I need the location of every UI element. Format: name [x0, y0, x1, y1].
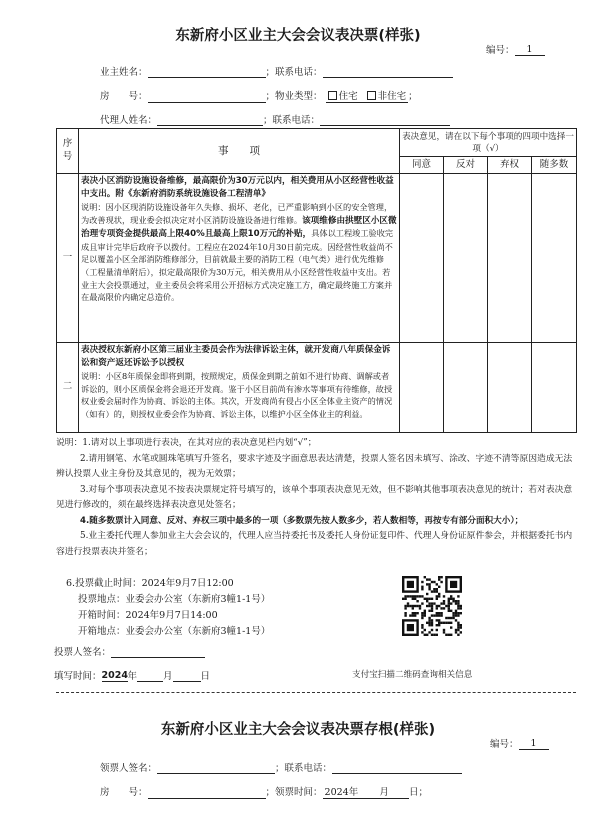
- day-unit: 日: [200, 671, 211, 682]
- item-heading: 表决授权东新府小区第三届业主委员会作为法律诉讼主体，就开发商八年质保金诉讼和资产返还诉讼予以授权: [81, 345, 391, 368]
- stub-serial-label: 编号：: [490, 739, 519, 750]
- fill-year: 2024: [101, 670, 128, 681]
- schedule: [66, 576, 270, 640]
- vote-majority-cell[interactable]: [532, 174, 577, 343]
- agent-phone-label: ；联系电话：: [263, 115, 321, 126]
- option-majority-header: 随多数: [532, 157, 577, 174]
- serial-number: [486, 42, 545, 56]
- owner-name-field[interactable]: [148, 66, 266, 78]
- item-description-more: 具体以工程竣工验收完成且审计完毕后政府予以拨付。工程应在2024年10月30日前完成。因经营性收益尚不足以覆盖小区全部消防维修部分，目前就最主要的消防工程（电气类）进行优先维修（工程量清单附后），拟定最高限价为30万元，相关费用从小区经营性收益中支出。若业主大会投票通过，业主委员会将采用公开招标方式决定施工方，确定最终施工方案并在最高限价内确定总造价。: [81, 228, 394, 303]
- vote-agree-cell[interactable]: [400, 174, 444, 343]
- receiver-field[interactable]: [157, 762, 275, 774]
- phone-field[interactable]: [323, 66, 453, 78]
- room-label: 房 号：: [100, 91, 148, 102]
- signature-label: 投票人签名：: [54, 647, 112, 658]
- agent-phone-field[interactable]: [320, 114, 450, 126]
- agent-name-label: 代理人姓名：: [100, 115, 158, 126]
- property-type-label: ；物业类型：: [265, 91, 323, 102]
- note-3: 3.对每个事项表决意见不按表决票规定符号填写的，该单个事项表决意见无效，但不影响其他事项表决意见的统计；若对表决意见进行修改的，须在最终选择表决意见处签名；: [56, 484, 573, 510]
- room-row: [100, 88, 418, 103]
- instructions: [56, 436, 576, 560]
- item-heading: 表决小区消防设施设备维修，最高限价为30万元以内，相关费用从小区经营性收益中支出。附《东新府消防系统设施设备工程清单》: [81, 176, 394, 199]
- stub-serial: [490, 736, 549, 750]
- vote-place: 投票地点：业委会办公室（东新府3幢1-1号）: [78, 594, 271, 605]
- stub-title: 东新府小区业主大会会议表决票存根(样张): [160, 722, 436, 738]
- owner-name-label: 业主姓名：: [100, 67, 148, 78]
- stub-year-unit: 年: [348, 787, 359, 798]
- note-5: 5.业主委托代理人参加业主大会会议的，代理人应当持委托书及委托人身份证复印件、代理人身份证原件参会，并根据委托书内容进行投票表决并签名；: [56, 531, 573, 557]
- serial-value: 1: [515, 44, 545, 56]
- qr-code-icon[interactable]: [402, 576, 462, 636]
- qr-caption: 支付宝扫描二维码查询相关信息: [352, 670, 473, 680]
- note-2: 2.请用钢笔、水笔或圆珠笔填写升签名，要求字迹及字面意思表达清楚，投票人签名因未填写、涂改、字迹不清等原因造成无法辨认投票人业主身份及其意见的，视为无效票；: [56, 453, 573, 479]
- stub-year: 2024: [324, 787, 349, 798]
- stub-phone-label: ；联系电话：: [275, 763, 333, 774]
- property-type-options: [326, 88, 409, 103]
- serial-label: 编号：: [486, 45, 515, 56]
- col-item-header: 事 项: [79, 129, 400, 174]
- item-cell: [79, 174, 400, 343]
- stub-day-unit: 日；: [409, 787, 429, 798]
- residential-checkbox[interactable]: [328, 91, 337, 100]
- ballot-title: 东新府小区业主大会会议表决票(样张): [175, 28, 421, 44]
- stub-date-field[interactable]: [323, 784, 409, 799]
- stub-month-unit: 月: [379, 787, 389, 798]
- vote-abstain-cell[interactable]: [488, 174, 532, 343]
- option-abstain-header: 弃权: [488, 157, 532, 174]
- vote-oppose-cell[interactable]: [444, 174, 488, 343]
- stub-room-field[interactable]: [148, 787, 266, 799]
- phone-label: ；联系电话：: [265, 67, 323, 78]
- receiver-label: 领票人签名：: [100, 763, 158, 774]
- stub-room-label: 房 号：: [100, 787, 148, 798]
- item-description: [81, 201, 397, 304]
- option-oppose-header: 反对: [444, 157, 488, 174]
- year-unit: 年: [127, 671, 138, 682]
- row-number: 一: [57, 174, 79, 343]
- fill-date-row: [54, 668, 210, 682]
- note-1: 说明：1.请对以上事项进行表决，在其对应的表决意见栏内划“√”；: [56, 438, 317, 448]
- vote-deadline: 6.投票截止时间：2024年9月7日12:00: [66, 578, 234, 589]
- agent-name-field[interactable]: [157, 114, 263, 126]
- fill-day-field[interactable]: [173, 670, 201, 682]
- semicolon: ；: [408, 91, 418, 102]
- non-residential-label: 非住宅: [377, 91, 407, 102]
- stub-receiver-row: [100, 760, 462, 774]
- vote-majority-cell[interactable]: [532, 343, 577, 433]
- item-description-text: 说明：因小区现消防设施设备年久失修、损坏、老化，已严重影响到小区的安全管理，为改善现状，现业委会拟决定对小区消防设施设备进行维修。: [81, 202, 393, 225]
- voting-table: [56, 128, 577, 433]
- col-opinion-header: 表决意见，请在以下每个事项的四项中选择一项（√）: [400, 129, 577, 157]
- vote-abstain-cell[interactable]: [488, 343, 532, 433]
- item-description-bold: 该项维修由拱墅区小区微治理专项资金提供最高上限40%且最高上限10万元的补贴，: [81, 215, 397, 240]
- table-row: [57, 174, 577, 343]
- stub-phone-field[interactable]: [332, 762, 462, 774]
- open-time: 开箱时间：2024年9月7日14:00: [78, 610, 218, 621]
- row-number: 二: [57, 343, 79, 433]
- fill-month-field[interactable]: [137, 670, 163, 682]
- option-agree-header: 同意: [400, 157, 444, 174]
- stub-serial-value: 1: [519, 738, 549, 750]
- table-row: [57, 343, 577, 433]
- note-4: 4.随多数票计入同意、反对、弃权三项中最多的一项（多数票先按人数多少，若人数相等，再按专有部分面积大小）；: [80, 515, 524, 526]
- room-field[interactable]: [148, 91, 266, 103]
- fill-date-label: 填写时间：: [54, 671, 102, 682]
- owner-row: [100, 64, 453, 78]
- agent-row: [100, 112, 450, 126]
- residential-label: 住宅: [338, 91, 358, 102]
- item-cell: [79, 343, 400, 433]
- stub-room-row: [100, 784, 428, 799]
- signature-field[interactable]: [111, 646, 205, 658]
- col-seq-header: 序号: [57, 129, 79, 174]
- stub-date-label: ；领票时间：: [265, 787, 323, 798]
- item-description: 说明：小区8年质保金即将到期，按照规定，质保金到期之前如不进行协商、调解或者诉讼的，则小区质保金将会退还开发商。鉴于小区目前尚有渗水等事项有待维修，故授权业委会届时作为协商、诉讼的主体。其次，开发商尚有侵占小区全体业主资产的情况（如有）的，则授权业委会作为协商、诉讼主体，以维护小区全体业主的利益。: [81, 371, 393, 419]
- open-place: 开箱地点：业委会办公室（东新府3幢1-1号）: [78, 626, 271, 637]
- month-unit: 月: [163, 671, 173, 682]
- signature-row: [54, 644, 205, 658]
- tear-line: [56, 692, 576, 693]
- non-residential-checkbox[interactable]: [367, 91, 376, 100]
- vote-oppose-cell[interactable]: [444, 343, 488, 433]
- vote-agree-cell[interactable]: [400, 343, 444, 433]
